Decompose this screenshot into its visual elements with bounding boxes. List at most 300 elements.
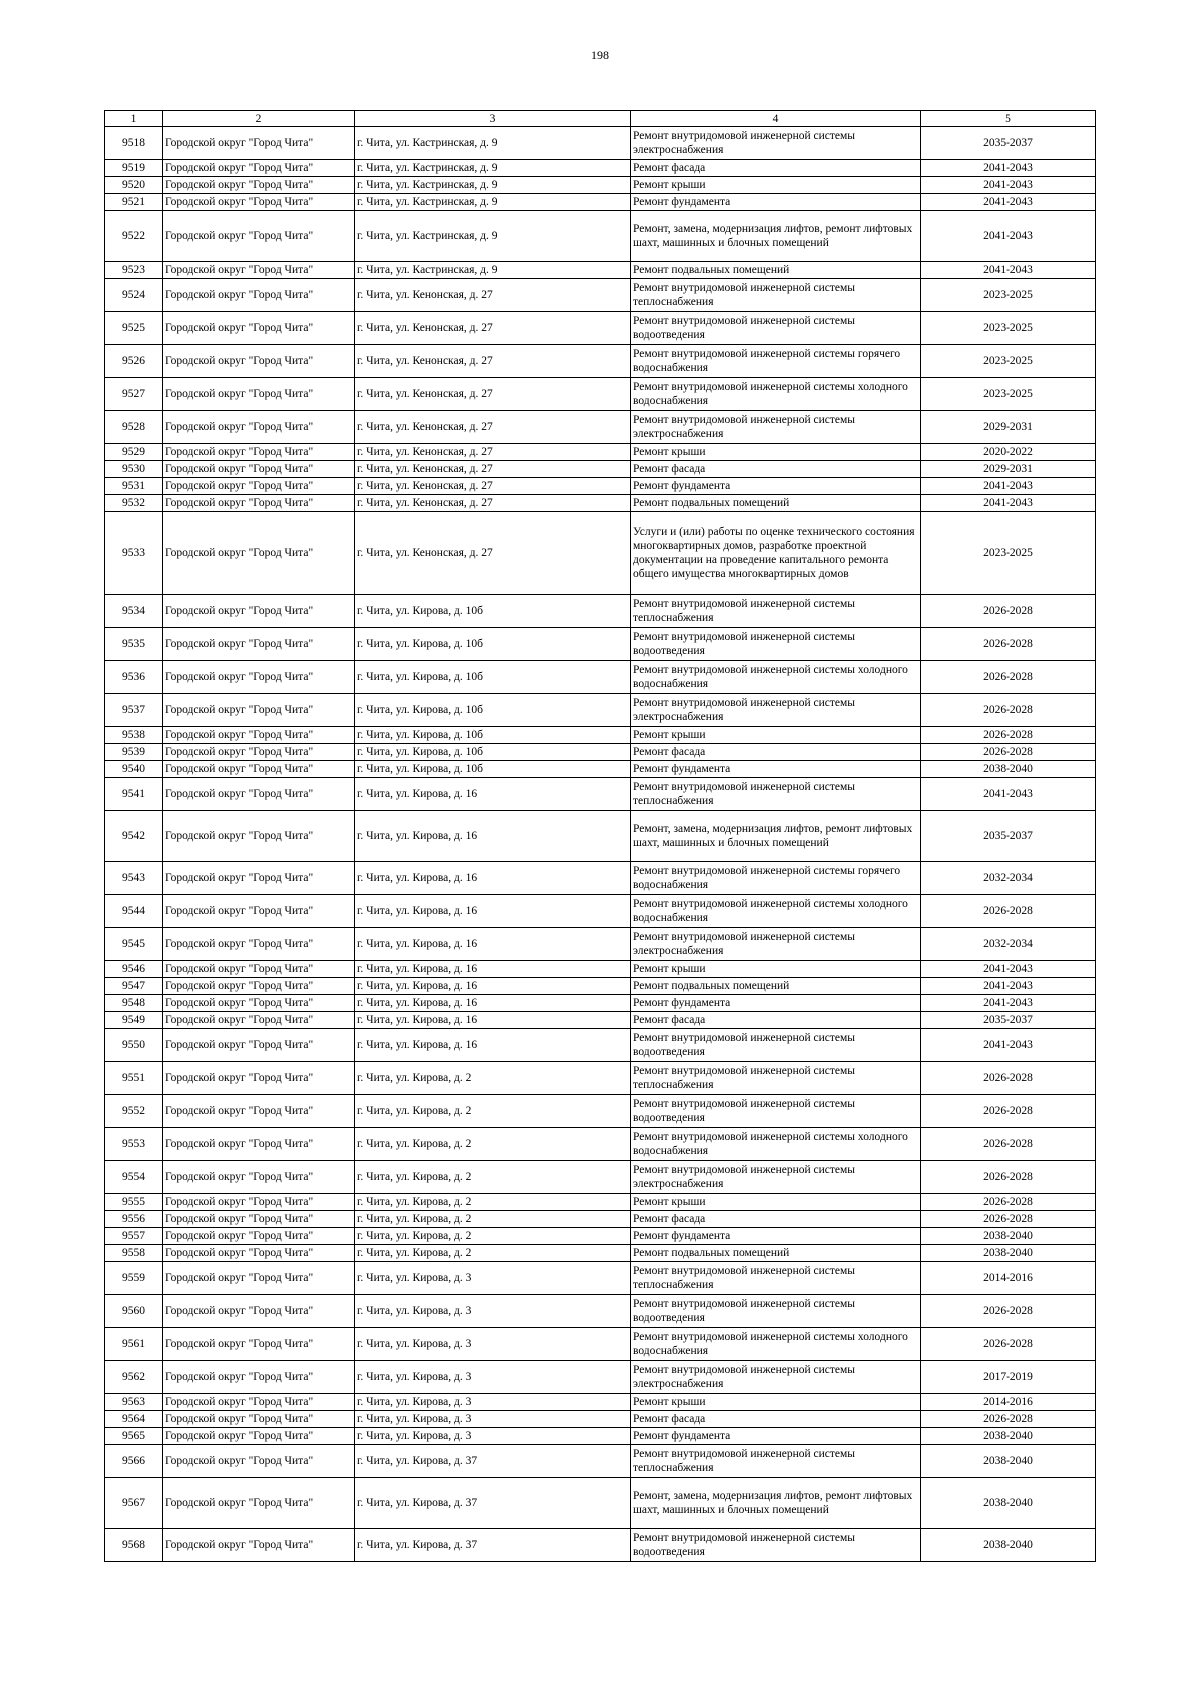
work-type-cell: Ремонт фундамента (631, 995, 921, 1012)
period-cell: 2020-2022 (921, 444, 1096, 461)
municipality-cell: Городской округ "Город Чита" (163, 694, 355, 727)
row-number-cell: 9565 (105, 1428, 163, 1445)
municipality-cell: Городской округ "Город Чита" (163, 495, 355, 512)
municipality-cell: Городской округ "Город Чита" (163, 744, 355, 761)
table-row (105, 1411, 1096, 1428)
municipality-cell: Городской округ "Город Чита" (163, 478, 355, 495)
table-row (105, 978, 1096, 995)
period-cell: 2038-2040 (921, 1478, 1096, 1529)
municipality-cell: Городской округ "Город Чита" (163, 1529, 355, 1562)
work-type-cell: Ремонт внутридомовой инженерной системы электроснабжения (631, 127, 921, 160)
work-type-cell: Ремонт внутридомовой инженерной системы теплоснабжения (631, 1445, 921, 1478)
period-cell: 2026-2028 (921, 744, 1096, 761)
work-type-cell: Ремонт крыши (631, 177, 921, 194)
row-number-cell: 9531 (105, 478, 163, 495)
table-row (105, 444, 1096, 461)
municipality-cell: Городской округ "Город Чита" (163, 1445, 355, 1478)
column-header: 2 (163, 111, 355, 127)
address-cell: г. Чита, ул. Кастринская, д. 9 (355, 177, 631, 194)
address-cell: г. Чита, ул. Кирова, д. 3 (355, 1361, 631, 1394)
row-number-cell: 9544 (105, 895, 163, 928)
municipality-cell: Городской округ "Город Чита" (163, 512, 355, 595)
municipality-cell: Городской округ "Город Чита" (163, 411, 355, 444)
municipality-cell: Городской округ "Город Чита" (163, 862, 355, 895)
municipality-cell: Городской округ "Город Чита" (163, 1428, 355, 1445)
table-row (105, 1428, 1096, 1445)
work-type-cell: Ремонт фасада (631, 744, 921, 761)
row-number-cell: 9567 (105, 1478, 163, 1529)
table-row (105, 1161, 1096, 1194)
period-cell: 2041-2043 (921, 160, 1096, 177)
row-number-cell: 9566 (105, 1445, 163, 1478)
work-type-cell: Ремонт внутридомовой инженерной системы теплоснабжения (631, 778, 921, 811)
table-row (105, 862, 1096, 895)
table-row (105, 279, 1096, 312)
period-cell: 2026-2028 (921, 1328, 1096, 1361)
work-type-cell: Ремонт, замена, модернизация лифтов, ремонт лифтовых шахт, машинных и блочных помещений (631, 211, 921, 262)
work-type-cell: Ремонт фасада (631, 160, 921, 177)
table-row (105, 411, 1096, 444)
row-number-cell: 9552 (105, 1095, 163, 1128)
municipality-cell: Городской округ "Город Чита" (163, 895, 355, 928)
work-type-cell: Ремонт внутридомовой инженерной системы холодного водоснабжения (631, 1128, 921, 1161)
municipality-cell: Городской округ "Город Чита" (163, 727, 355, 744)
table-row (105, 194, 1096, 211)
table-row (105, 961, 1096, 978)
column-header: 1 (105, 111, 163, 127)
address-cell: г. Чита, ул. Кирова, д. 16 (355, 978, 631, 995)
row-number-cell: 9542 (105, 811, 163, 862)
table-row (105, 1228, 1096, 1245)
table-row (105, 1012, 1096, 1029)
municipality-cell: Городской округ "Город Чита" (163, 127, 355, 160)
address-cell: г. Чита, ул. Кирова, д. 2 (355, 1128, 631, 1161)
row-number-cell: 9543 (105, 862, 163, 895)
municipality-cell: Городской округ "Город Чита" (163, 1394, 355, 1411)
work-type-cell: Ремонт внутридомовой инженерной системы водоотведения (631, 312, 921, 345)
row-number-cell: 9521 (105, 194, 163, 211)
row-number-cell: 9535 (105, 628, 163, 661)
municipality-cell: Городской округ "Город Чита" (163, 1361, 355, 1394)
address-cell: г. Чита, ул. Кирова, д. 16 (355, 862, 631, 895)
municipality-cell: Городской округ "Город Чита" (163, 1194, 355, 1211)
table-row (105, 1211, 1096, 1228)
row-number-cell: 9563 (105, 1394, 163, 1411)
table-row (105, 1062, 1096, 1095)
period-cell: 2041-2043 (921, 495, 1096, 512)
row-number-cell: 9527 (105, 378, 163, 411)
table-row (105, 778, 1096, 811)
period-cell: 2026-2028 (921, 1411, 1096, 1428)
table-row (105, 177, 1096, 194)
period-cell: 2038-2040 (921, 1428, 1096, 1445)
row-number-cell: 9568 (105, 1529, 163, 1562)
period-cell: 2035-2037 (921, 127, 1096, 160)
work-type-cell: Ремонт фундамента (631, 1428, 921, 1445)
row-number-cell: 9526 (105, 345, 163, 378)
address-cell: г. Чита, ул. Кирова, д. 16 (355, 811, 631, 862)
work-type-cell: Ремонт крыши (631, 444, 921, 461)
municipality-cell: Городской округ "Город Чита" (163, 1262, 355, 1295)
work-type-cell: Ремонт внутридомовой инженерной системы электроснабжения (631, 1361, 921, 1394)
work-type-cell: Ремонт крыши (631, 1394, 921, 1411)
address-cell: г. Чита, ул. Кирова, д. 37 (355, 1529, 631, 1562)
municipality-cell: Городской округ "Город Чита" (163, 461, 355, 478)
address-cell: г. Чита, ул. Кастринская, д. 9 (355, 194, 631, 211)
table-row (105, 1095, 1096, 1128)
row-number-cell: 9555 (105, 1194, 163, 1211)
work-type-cell: Ремонт фундамента (631, 478, 921, 495)
period-cell: 2029-2031 (921, 411, 1096, 444)
period-cell: 2026-2028 (921, 1194, 1096, 1211)
municipality-cell: Городской округ "Город Чита" (163, 928, 355, 961)
address-cell: г. Чита, ул. Кирова, д. 2 (355, 1062, 631, 1095)
table-row (105, 1529, 1096, 1562)
table-row (105, 1128, 1096, 1161)
address-cell: г. Чита, ул. Кирова, д. 2 (355, 1161, 631, 1194)
address-cell: г. Чита, ул. Кирова, д. 2 (355, 1228, 631, 1245)
work-type-cell: Ремонт внутридомовой инженерной системы холодного водоснабжения (631, 1328, 921, 1361)
address-cell: г. Чита, ул. Кенонская, д. 27 (355, 512, 631, 595)
row-number-cell: 9541 (105, 778, 163, 811)
period-cell: 2026-2028 (921, 661, 1096, 694)
address-cell: г. Чита, ул. Кенонская, д. 27 (355, 345, 631, 378)
address-cell: г. Чита, ул. Кенонская, д. 27 (355, 461, 631, 478)
row-number-cell: 9525 (105, 312, 163, 345)
table-row (105, 127, 1096, 160)
address-cell: г. Чита, ул. Кирова, д. 3 (355, 1394, 631, 1411)
table-row (105, 312, 1096, 345)
row-number-cell: 9540 (105, 761, 163, 778)
work-type-cell: Ремонт внутридомовой инженерной системы теплоснабжения (631, 1062, 921, 1095)
row-number-cell: 9559 (105, 1262, 163, 1295)
address-cell: г. Чита, ул. Кирова, д. 10б (355, 761, 631, 778)
row-number-cell: 9536 (105, 661, 163, 694)
work-type-cell: Ремонт внутридомовой инженерной системы холодного водоснабжения (631, 895, 921, 928)
period-cell: 2032-2034 (921, 862, 1096, 895)
period-cell: 2041-2043 (921, 961, 1096, 978)
municipality-cell: Городской округ "Город Чита" (163, 279, 355, 312)
work-type-cell: Ремонт внутридомовой инженерной системы холодного водоснабжения (631, 661, 921, 694)
column-header: 4 (631, 111, 921, 127)
table-row (105, 478, 1096, 495)
period-cell: 2038-2040 (921, 1529, 1096, 1562)
municipality-cell: Городской округ "Город Чита" (163, 1245, 355, 1262)
page-number: 198 (591, 48, 609, 62)
row-number-cell: 9546 (105, 961, 163, 978)
work-type-cell: Ремонт фундамента (631, 761, 921, 778)
work-type-cell: Ремонт подвальных помещений (631, 262, 921, 279)
work-type-cell: Ремонт фасада (631, 1411, 921, 1428)
address-cell: г. Чита, ул. Кастринская, д. 9 (355, 262, 631, 279)
table-row (105, 160, 1096, 177)
row-number-cell: 9558 (105, 1245, 163, 1262)
period-cell: 2026-2028 (921, 694, 1096, 727)
address-cell: г. Чита, ул. Кирова, д. 2 (355, 1211, 631, 1228)
period-cell: 2026-2028 (921, 628, 1096, 661)
period-cell: 2026-2028 (921, 1295, 1096, 1328)
period-cell: 2035-2037 (921, 1012, 1096, 1029)
period-cell: 2026-2028 (921, 1062, 1096, 1095)
municipality-cell: Городской округ "Город Чита" (163, 1228, 355, 1245)
address-cell: г. Чита, ул. Кирова, д. 16 (355, 1012, 631, 1029)
work-type-cell: Ремонт внутридомовой инженерной системы холодного водоснабжения (631, 378, 921, 411)
table-row (105, 1295, 1096, 1328)
row-number-cell: 9522 (105, 211, 163, 262)
work-type-cell: Ремонт внутридомовой инженерной системы водоотведения (631, 1529, 921, 1562)
municipality-cell: Городской округ "Город Чита" (163, 1012, 355, 1029)
period-cell: 2038-2040 (921, 761, 1096, 778)
municipality-cell: Городской округ "Город Чита" (163, 312, 355, 345)
table-row (105, 761, 1096, 778)
municipality-cell: Городской округ "Город Чита" (163, 761, 355, 778)
period-cell: 2017-2019 (921, 1361, 1096, 1394)
work-type-cell: Ремонт внутридомовой инженерной системы теплоснабжения (631, 1262, 921, 1295)
address-cell: г. Чита, ул. Кирова, д. 3 (355, 1411, 631, 1428)
period-cell: 2029-2031 (921, 461, 1096, 478)
address-cell: г. Чита, ул. Кирова, д. 10б (355, 628, 631, 661)
period-cell: 2023-2025 (921, 345, 1096, 378)
row-number-cell: 9560 (105, 1295, 163, 1328)
table-row (105, 744, 1096, 761)
row-number-cell: 9537 (105, 694, 163, 727)
municipality-cell: Городской округ "Город Чита" (163, 345, 355, 378)
period-cell: 2041-2043 (921, 995, 1096, 1012)
row-number-cell: 9530 (105, 461, 163, 478)
row-number-cell: 9548 (105, 995, 163, 1012)
row-number-cell: 9547 (105, 978, 163, 995)
municipality-cell: Городской округ "Город Чита" (163, 1295, 355, 1328)
address-cell: г. Чита, ул. Кенонская, д. 27 (355, 378, 631, 411)
row-number-cell: 9524 (105, 279, 163, 312)
address-cell: г. Чита, ул. Кирова, д. 2 (355, 1245, 631, 1262)
address-cell: г. Чита, ул. Кирова, д. 2 (355, 1194, 631, 1211)
municipality-cell: Городской округ "Город Чита" (163, 1128, 355, 1161)
work-type-cell: Ремонт фундамента (631, 1228, 921, 1245)
period-cell: 2026-2028 (921, 727, 1096, 744)
row-number-cell: 9562 (105, 1361, 163, 1394)
address-cell: г. Чита, ул. Кирова, д. 3 (355, 1428, 631, 1445)
address-cell: г. Чита, ул. Кирова, д. 37 (355, 1445, 631, 1478)
row-number-cell: 9551 (105, 1062, 163, 1095)
row-number-cell: 9549 (105, 1012, 163, 1029)
row-number-cell: 9533 (105, 512, 163, 595)
work-type-cell: Ремонт внутридомовой инженерной системы электроснабжения (631, 411, 921, 444)
period-cell: 2026-2028 (921, 1095, 1096, 1128)
work-type-cell: Ремонт внутридомовой инженерной системы электроснабжения (631, 694, 921, 727)
municipality-cell: Городской округ "Город Чита" (163, 1211, 355, 1228)
address-cell: г. Чита, ул. Кирова, д. 3 (355, 1262, 631, 1295)
municipality-cell: Городской округ "Город Чита" (163, 628, 355, 661)
row-number-cell: 9528 (105, 411, 163, 444)
address-cell: г. Чита, ул. Кастринская, д. 9 (355, 211, 631, 262)
address-cell: г. Чита, ул. Кирова, д. 16 (355, 961, 631, 978)
period-cell: 2041-2043 (921, 978, 1096, 995)
period-cell: 2041-2043 (921, 211, 1096, 262)
period-cell: 2014-2016 (921, 1262, 1096, 1295)
address-cell: г. Чита, ул. Кастринская, д. 9 (355, 160, 631, 177)
address-cell: г. Чита, ул. Кенонская, д. 27 (355, 312, 631, 345)
address-cell: г. Чита, ул. Кирова, д. 10б (355, 727, 631, 744)
period-cell: 2023-2025 (921, 279, 1096, 312)
work-type-cell: Ремонт крыши (631, 727, 921, 744)
municipality-cell: Городской округ "Город Чита" (163, 1095, 355, 1128)
period-cell: 2014-2016 (921, 1394, 1096, 1411)
address-cell: г. Чита, ул. Кирова, д. 16 (355, 1029, 631, 1062)
table-row (105, 495, 1096, 512)
work-type-cell: Ремонт внутридомовой инженерной системы водоотведения (631, 1295, 921, 1328)
work-type-cell: Ремонт фасада (631, 1012, 921, 1029)
period-cell: 2038-2040 (921, 1245, 1096, 1262)
work-type-cell: Ремонт внутридомовой инженерной системы водоотведения (631, 628, 921, 661)
work-type-cell: Ремонт фундамента (631, 194, 921, 211)
address-cell: г. Чита, ул. Кирова, д. 16 (355, 778, 631, 811)
table-row (105, 345, 1096, 378)
address-cell: г. Чита, ул. Кирова, д. 10б (355, 694, 631, 727)
municipality-cell: Городской округ "Город Чита" (163, 1062, 355, 1095)
row-number-cell: 9523 (105, 262, 163, 279)
period-cell: 2038-2040 (921, 1445, 1096, 1478)
table-row (105, 512, 1096, 595)
row-number-cell: 9538 (105, 727, 163, 744)
table-row (105, 1262, 1096, 1295)
work-type-cell: Услуги и (или) работы по оценке технического состояния многоквартирных домов, разработке проектной документации на проведение капитального ремонта общего имущества многоквартирных домов (631, 512, 921, 595)
address-cell: г. Чита, ул. Кирова, д. 37 (355, 1478, 631, 1529)
table-row (105, 928, 1096, 961)
municipality-cell: Городской округ "Город Чита" (163, 1411, 355, 1428)
address-cell: г. Чита, ул. Кирова, д. 10б (355, 595, 631, 628)
period-cell: 2023-2025 (921, 512, 1096, 595)
period-cell: 2041-2043 (921, 194, 1096, 211)
address-cell: г. Чита, ул. Кирова, д. 3 (355, 1295, 631, 1328)
table-row (105, 1194, 1096, 1211)
table-row (105, 1478, 1096, 1529)
row-number-cell: 9557 (105, 1228, 163, 1245)
table-row (105, 661, 1096, 694)
address-cell: г. Чита, ул. Кирова, д. 16 (355, 895, 631, 928)
municipality-cell: Городской округ "Город Чита" (163, 595, 355, 628)
row-number-cell: 9553 (105, 1128, 163, 1161)
address-cell: г. Чита, ул. Кирова, д. 10б (355, 744, 631, 761)
period-cell: 2038-2040 (921, 1228, 1096, 1245)
row-number-cell: 9539 (105, 744, 163, 761)
table-row (105, 1328, 1096, 1361)
table-row (105, 1029, 1096, 1062)
table-row (105, 1245, 1096, 1262)
municipality-cell: Городской округ "Город Чита" (163, 262, 355, 279)
municipality-cell: Городской округ "Город Чита" (163, 978, 355, 995)
period-cell: 2041-2043 (921, 478, 1096, 495)
work-type-cell: Ремонт фасада (631, 461, 921, 478)
row-number-cell: 9519 (105, 160, 163, 177)
work-type-cell: Ремонт крыши (631, 1194, 921, 1211)
address-cell: г. Чита, ул. Кирова, д. 16 (355, 995, 631, 1012)
municipality-cell: Городской округ "Город Чита" (163, 1029, 355, 1062)
municipality-cell: Городской округ "Город Чита" (163, 995, 355, 1012)
row-number-cell: 9529 (105, 444, 163, 461)
address-cell: г. Чита, ул. Кенонская, д. 27 (355, 279, 631, 312)
address-cell: г. Чита, ул. Кенонская, д. 27 (355, 495, 631, 512)
address-cell: г. Чита, ул. Кенонская, д. 27 (355, 411, 631, 444)
work-type-cell: Ремонт подвальных помещений (631, 1245, 921, 1262)
address-cell: г. Чита, ул. Кирова, д. 10б (355, 661, 631, 694)
address-cell: г. Чита, ул. Кирова, д. 2 (355, 1095, 631, 1128)
period-cell: 2026-2028 (921, 895, 1096, 928)
table-row (105, 895, 1096, 928)
period-cell: 2041-2043 (921, 177, 1096, 194)
period-cell: 2026-2028 (921, 1128, 1096, 1161)
work-type-cell: Ремонт фасада (631, 1211, 921, 1228)
work-type-cell: Ремонт внутридомовой инженерной системы электроснабжения (631, 1161, 921, 1194)
work-type-cell: Ремонт подвальных помещений (631, 495, 921, 512)
period-cell: 2026-2028 (921, 1161, 1096, 1194)
municipality-cell: Городской округ "Город Чита" (163, 177, 355, 194)
address-cell: г. Чита, ул. Кирова, д. 16 (355, 928, 631, 961)
table-body (105, 127, 1096, 1562)
capital-repair-table (104, 110, 1096, 1562)
work-type-cell: Ремонт, замена, модернизация лифтов, ремонт лифтовых шахт, машинных и блочных помещений (631, 1478, 921, 1529)
period-cell: 2035-2037 (921, 811, 1096, 862)
row-number-cell: 9561 (105, 1328, 163, 1361)
row-number-cell: 9554 (105, 1161, 163, 1194)
table-row (105, 1361, 1096, 1394)
period-cell: 2026-2028 (921, 595, 1096, 628)
municipality-cell: Городской округ "Город Чита" (163, 961, 355, 978)
table-row (105, 211, 1096, 262)
table-row (105, 995, 1096, 1012)
work-type-cell: Ремонт внутридомовой инженерной системы теплоснабжения (631, 279, 921, 312)
row-number-cell: 9564 (105, 1411, 163, 1428)
work-type-cell: Ремонт внутридомовой инженерной системы горячего водоснабжения (631, 345, 921, 378)
municipality-cell: Городской округ "Город Чита" (163, 444, 355, 461)
address-cell: г. Чита, ул. Кенонская, д. 27 (355, 478, 631, 495)
row-number-cell: 9545 (105, 928, 163, 961)
table-row (105, 595, 1096, 628)
municipality-cell: Городской округ "Город Чита" (163, 194, 355, 211)
work-type-cell: Ремонт внутридомовой инженерной системы теплоснабжения (631, 595, 921, 628)
address-cell: г. Чита, ул. Кастринская, д. 9 (355, 127, 631, 160)
municipality-cell: Городской округ "Город Чита" (163, 378, 355, 411)
period-cell: 2026-2028 (921, 1211, 1096, 1228)
row-number-cell: 9534 (105, 595, 163, 628)
municipality-cell: Городской округ "Город Чита" (163, 211, 355, 262)
table-header-row (105, 111, 1096, 127)
work-type-cell: Ремонт внутридомовой инженерной системы водоотведения (631, 1029, 921, 1062)
period-cell: 2041-2043 (921, 262, 1096, 279)
table-row (105, 811, 1096, 862)
table-row (105, 628, 1096, 661)
row-number-cell: 9518 (105, 127, 163, 160)
work-type-cell: Ремонт подвальных помещений (631, 978, 921, 995)
period-cell: 2041-2043 (921, 1029, 1096, 1062)
row-number-cell: 9556 (105, 1211, 163, 1228)
period-cell: 2023-2025 (921, 312, 1096, 345)
work-type-cell: Ремонт крыши (631, 961, 921, 978)
row-number-cell: 9520 (105, 177, 163, 194)
municipality-cell: Городской округ "Город Чита" (163, 160, 355, 177)
table-row (105, 1394, 1096, 1411)
municipality-cell: Городской округ "Город Чита" (163, 1161, 355, 1194)
table-row (105, 727, 1096, 744)
table-row (105, 262, 1096, 279)
work-type-cell: Ремонт, замена, модернизация лифтов, ремонт лифтовых шахт, машинных и блочных помещений (631, 811, 921, 862)
row-number-cell: 9532 (105, 495, 163, 512)
municipality-cell: Городской округ "Город Чита" (163, 1478, 355, 1529)
table-row (105, 694, 1096, 727)
municipality-cell: Городской округ "Город Чита" (163, 661, 355, 694)
column-header: 5 (921, 111, 1096, 127)
work-type-cell: Ремонт внутридомовой инженерной системы электроснабжения (631, 928, 921, 961)
